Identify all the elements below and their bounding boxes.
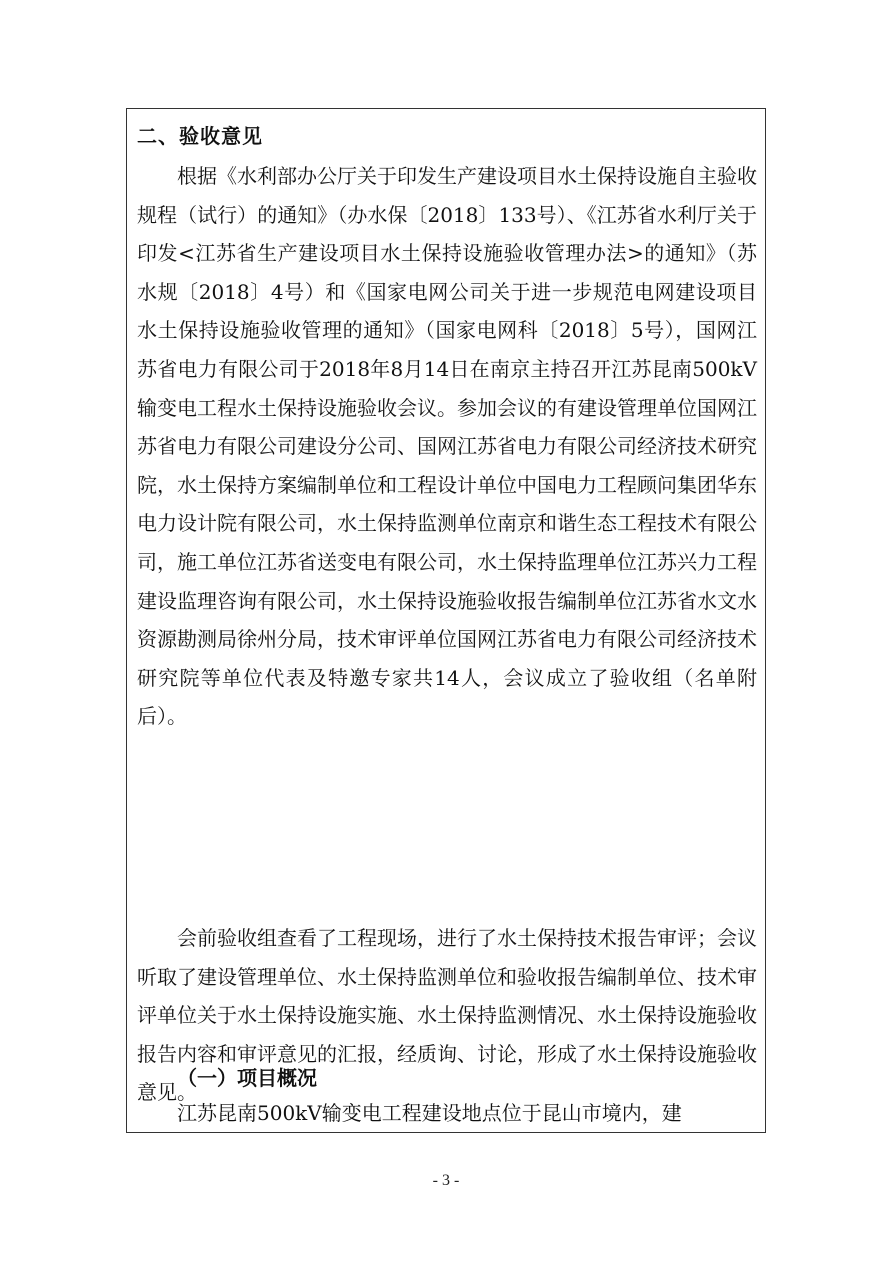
sub-heading-project-overview: （一）项目概况 [177,1066,317,1090]
document-frame [126,108,766,1133]
section-heading: 二、验收意见 [137,124,263,148]
paragraph-meeting-process: 会前验收组查看了工程现场，进行了水土保持技术报告审评；会议听取了建设管理单位、水土保持监测单位和验收报告编制单位、技术审评单位关于水土保持设施实施、水土保持监测情况、水土保持设施验收报告内容和审评意见的汇报，经质询、讨论，形成了水土保持设施验收意见。 [137,926,757,1105]
paragraph-project-overview: 江苏昆南500kV输变电工程建设地点位于昆山市境内，建 [177,1101,682,1125]
paragraph-acceptance-basis: 根据《水利部办公厅关于印发生产建设项目水土保持设施自主验收规程（试行）的通知》（办水保〔2018〕133号）、《江苏省水利厅关于印发<江苏省生产建设项目水土保持设施验收管理办法>的通知》（苏水规〔2018〕4号）和《国家电网公司关于进一步规范电网建设项目水土保持设施验收管理的通知》（国家电网科〔2018〕5号），国网江苏省电力有限公司于2018年8月14日在南京主持召开江苏昆南500kV输变电工程水土保持设施验收会议。参加会议的有建设管理单位国网江苏省电力有限公司建设分公司、国网江苏省电力有限公司经济技术研究院，水土保持方案编制单位和工程设计单位中国电力工程顾问集团华东电力设计院有限公司，水土保持监测单位南京和谐生态工程技术有限公司，施工单位江苏省送变电有限公司，水土保持监理单位江苏兴力工程建设监理咨询有限公司，水土保持设施验收报告编制单位江苏省水文水资源勘测局徐州分局，技术审评单位国网江苏省电力有限公司经济技术研究院等单位代表及特邀专家共14人，会议成立了验收组（名单附后）。 [137,164,757,729]
page-number: - 3 - [432,1172,460,1189]
